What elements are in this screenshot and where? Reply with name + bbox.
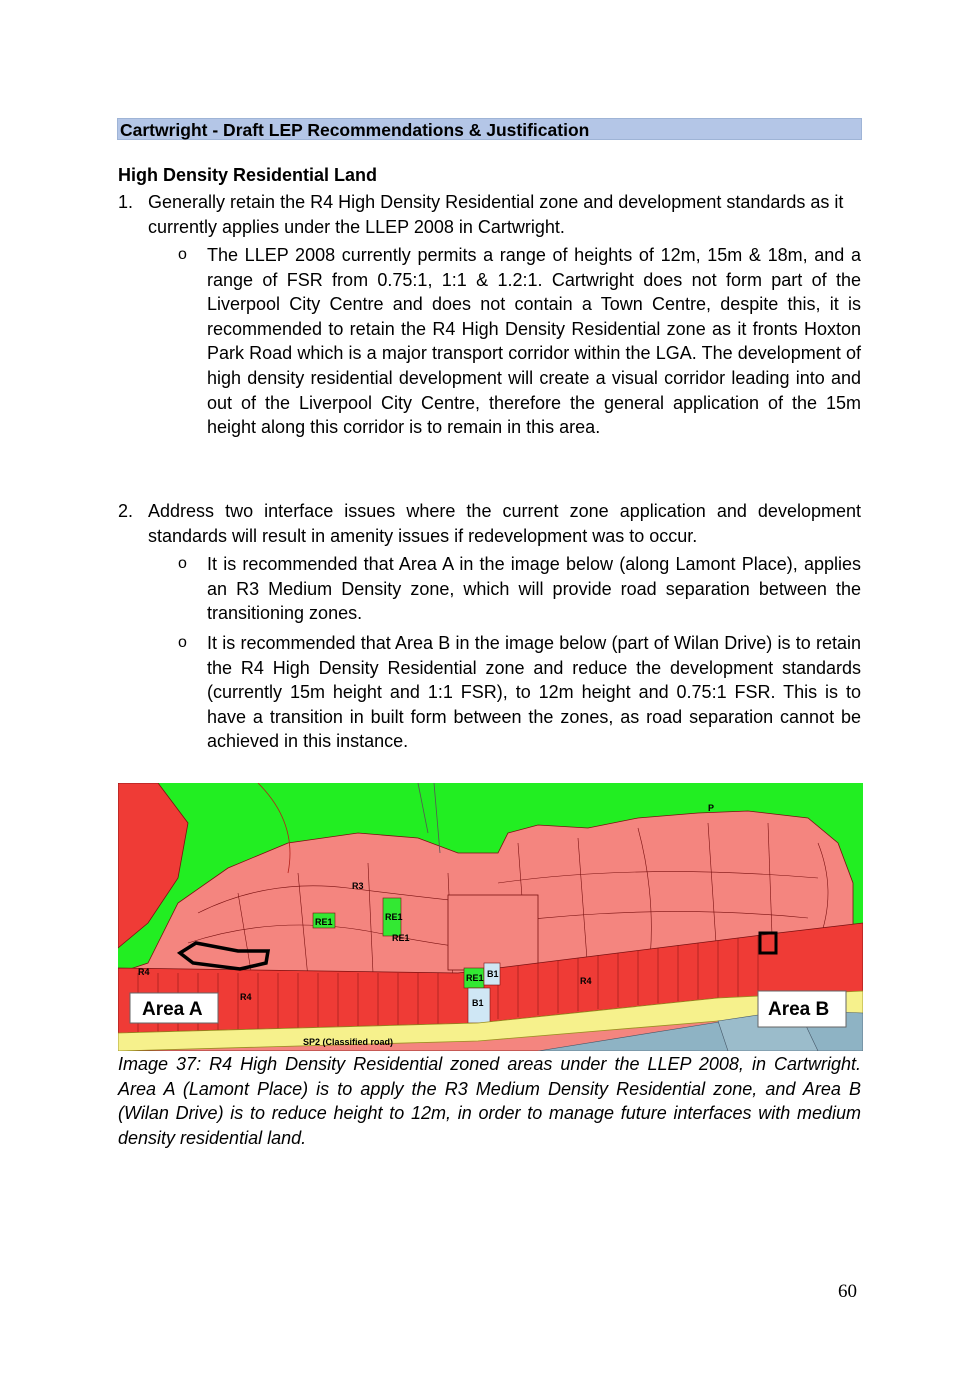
- bullet-text: It is recommended that Area A in the image below (along Lamont Place), applies an R3 Medium Density zone, which will provide road separation between the transitioning zones.: [207, 554, 861, 624]
- section-heading-bar: [117, 118, 862, 140]
- zone-label: RE1: [466, 973, 484, 983]
- area-a-label: Area A: [142, 999, 203, 1020]
- bullet-text: It is recommended that Area B in the image below (part of Wilan Drive) is to retain the R4 High Density Residential zone and reduce the development standards (currently 15m height and 1:1 FSR), to 12m height and 0.75:1 FSR. This is to have a transition in built form between the zones, as road separation cannot be achieved in this instance.: [207, 633, 861, 752]
- bullet-icon: o: [178, 246, 187, 263]
- item-text: Generally retain the R4 High Density Residential zone and development standards as it currently applies under the LLEP 2008 in Cartwright.: [148, 192, 844, 237]
- zone-label: R4: [240, 992, 252, 1002]
- bullet-text: The LLEP 2008 currently permits a range of heights of 12m, 15m & 18m, and a range of FSR from 0.75:1, 1:1 & 1.2:1. Cartwright does not form part of the Liverpool City Centre and does not contain a Town Centre, despite this, it is recommended to retain the R4 High Density Residential zone as it fronts Hoxton Park Road which is a major transport corridor within the LGA. The development of high density residential development will create a visual corridor leading into and out of the Liverpool City Centre, therefore the general application of the 15m height along this corridor is to remain in this area.: [207, 245, 861, 438]
- subheading: High Density Residential Land: [118, 165, 378, 185]
- zone-label: RE1: [392, 933, 410, 943]
- zone-label: R3: [352, 881, 364, 891]
- road-label: SP2 (Classified road): [303, 1037, 394, 1047]
- zoning-map-svg: [118, 783, 863, 1051]
- central-lot: [448, 895, 538, 970]
- zone-label: P: [708, 803, 715, 813]
- section-heading: Cartwright - Draft LEP Recommendations & Justification: [120, 120, 590, 140]
- page-number: 60: [838, 1281, 857, 1302]
- area-b-label: Area B: [768, 999, 830, 1020]
- bullet-icon: o: [178, 634, 187, 651]
- zone-label: RE1: [385, 912, 403, 922]
- zone-label: B1: [487, 969, 499, 979]
- item-text: Address two interface issues where the current zone application and development standards will result in amenity issues if redevelopment was to occur.: [148, 501, 861, 546]
- bullet-icon: o: [178, 555, 187, 572]
- zone-label: RE1: [315, 917, 333, 927]
- zone-label: R4: [138, 967, 150, 977]
- zoning-map: [118, 783, 863, 1051]
- image-caption: Image 37: R4 High Density Residential zoned areas under the LLEP 2008, in Cartwright. Area A (Lamont Place) is to apply the R3 Medium Density Residential zone, and Area B (Wilan Drive) is to reduce height to 12m, in order to manage future interfaces with medium density residential land.: [118, 1054, 861, 1148]
- item-number: 1.: [118, 192, 134, 212]
- item-number: 2.: [118, 501, 134, 521]
- zone-label: B1: [472, 998, 484, 1008]
- zone-label: R4: [580, 976, 592, 986]
